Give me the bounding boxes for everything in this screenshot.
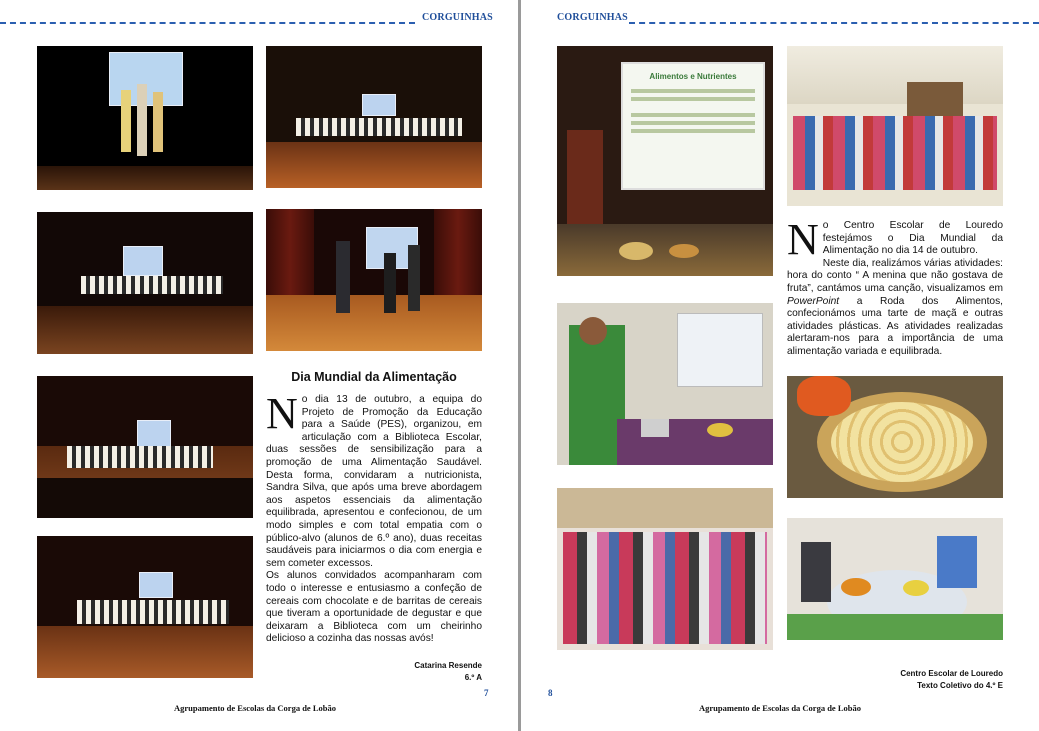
- photo-classroom-children: [787, 46, 1003, 206]
- photo-audience-stage: [37, 376, 253, 518]
- right-article-signature: [861, 668, 1003, 692]
- article-paragraph-1: o dia 13 de outubro, a equipa do Projeto de Promoção da Educação para a Saúde (PES), organizou, em articulação com a Biblioteca Escolar, duas sessões de sensibilização para a promoção de uma Alimentação Saudável. Desta forma, convidaram a nutricionista, Sandra Silva, que após uma breve abordagem aos aspetos essenciais da alimentação equilibrada, apresentou e confecionou, de um modo simples e com total empatia com o público-alvo (alunos de 6.º ano), duas receitas saudáveis para iniciarmos o dia com energia e sem cometer excessos.: [266, 394, 482, 569]
- article-dropcap: N: [266, 389, 298, 438]
- article-title: Dia Mundial da Alimentação: [291, 370, 457, 384]
- article-body: [266, 389, 482, 646]
- projected-slide: [621, 62, 765, 190]
- right-article-paragraph-2a: Neste dia, realizámos várias atividades: hora do conto “ A menina que não gostava de fruta”, cantámos uma canção, visualizamos em: [787, 257, 1003, 294]
- photo-kids-round-table: [787, 518, 1003, 640]
- right-article-paragraph-1: o Centro Escolar de Louredo festejámos o Dia Mundial da Alimentação no dia 14 de outubro.: [822, 220, 1003, 257]
- header-title: CORGUINHAS: [422, 12, 493, 23]
- photo-students-stage-2: [37, 212, 253, 354]
- signature-class: 6.º A: [464, 673, 482, 682]
- header-title: CORGUINHAS: [557, 12, 628, 23]
- right-signature-author: Centro Escolar de Louredo: [900, 669, 1003, 678]
- footer-text: Agrupamento de Escolas da Corga de Lobão: [699, 703, 861, 713]
- article-paragraph-2: Os alunos convidados acompanharam com todo o interesse e entusiasmo a confeção de cereais com chocolate e de barritas de cereais que tiveram a oportunidade de degustar e que deixaram a Biblioteca com um cheirinho delicioso a cozinha das nossas avós!: [266, 570, 482, 645]
- photo-students-stage-1: [266, 46, 482, 188]
- header-dash-line: [0, 22, 415, 24]
- page-number: 7: [484, 688, 489, 698]
- photo-nutritionist-stage: [37, 46, 253, 190]
- footer-text: Agrupamento de Escolas da Corga de Lobão: [174, 703, 336, 713]
- right-article-paragraph-2b: a Roda dos Alimentos, confecionámos uma tarte de maçã e outras atividades plásticas. As atividades realizadas alertaram-nos para a importância de uma alimentação variada e equilibrada.: [787, 295, 1003, 357]
- right-article-dropcap: N: [787, 215, 819, 264]
- slide-title: Alimentos e Nutrientes: [649, 72, 737, 81]
- header-dash-line: [629, 22, 1039, 24]
- photo-children-cooking: [557, 488, 773, 650]
- photo-apple-tart: [787, 376, 1003, 498]
- left-page: [0, 0, 518, 731]
- right-signature-class: Texto Coletivo do 4.º E: [917, 681, 1003, 690]
- photo-slide-presentation: [557, 46, 773, 276]
- signature-author: Catarina Resende: [414, 661, 482, 670]
- right-article-powerpoint: PowerPoint: [787, 295, 840, 307]
- page-number: 8: [548, 688, 553, 698]
- article-signature: [380, 660, 482, 684]
- right-article-body: [787, 215, 1003, 359]
- right-page: [521, 0, 1039, 731]
- photo-presenters-stage: [266, 209, 482, 351]
- photo-cooking-demo: [557, 303, 773, 465]
- photo-group-stage: [37, 536, 253, 678]
